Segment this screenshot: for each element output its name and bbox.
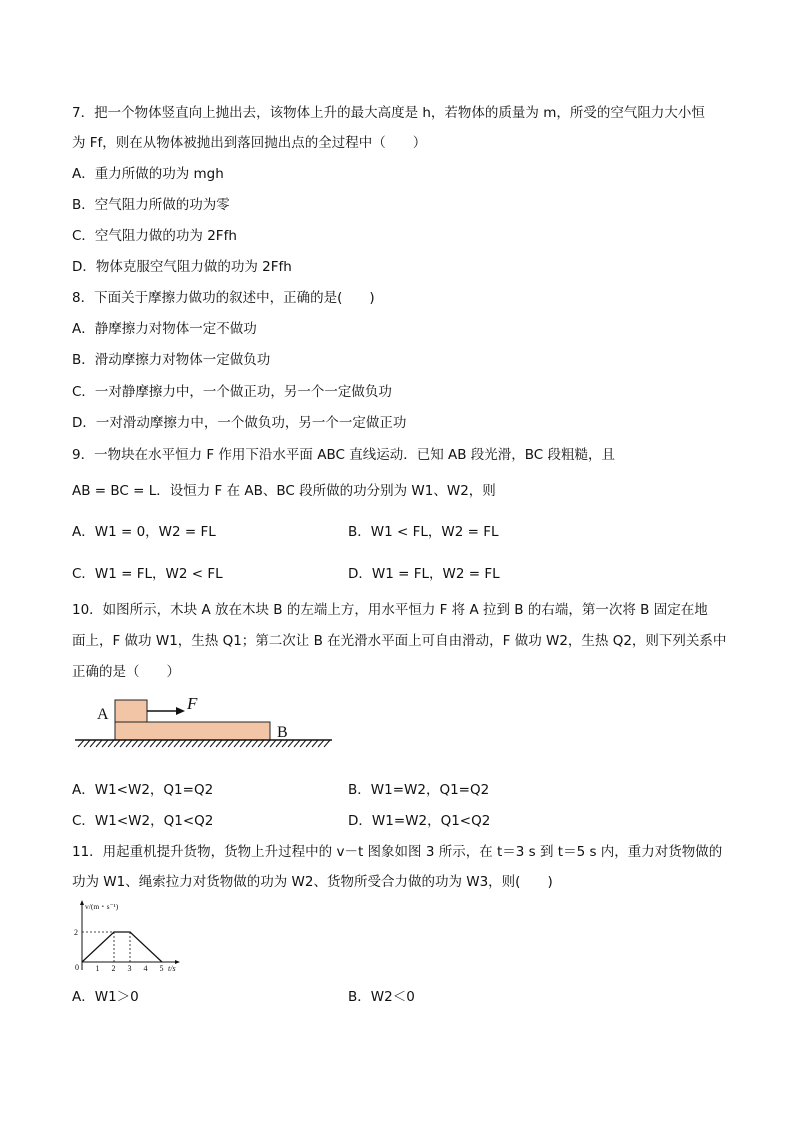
q10-option-c: C．W1<W2，Q1<Q2 [72,813,214,829]
x-tick-label: 2 [111,964,116,973]
x-tick-label: 3 [127,964,132,973]
hatch-stroke [186,740,192,747]
hatch-stroke [96,740,102,747]
ground-hatching [78,740,330,747]
q10-stem-line3: 正确的是（ ） [72,664,180,680]
y-axis-label: v/(m・s⁻¹) [85,902,119,911]
hatch-stroke [144,740,150,747]
q11-option-b: B．W2＜0 [348,989,415,1005]
force-arrowhead [176,707,185,715]
hatch-stroke [180,740,186,747]
q10-block-diagram [70,692,340,756]
hatch-stroke [240,740,246,747]
y-tick-label: 2 [74,928,78,937]
q7-option-c: C．空气阻力做的功为 2Ffh [72,228,237,244]
hatch-stroke [120,740,126,747]
hatch-stroke [228,740,234,747]
hatch-stroke [282,740,288,747]
hatch-stroke [84,740,90,747]
q10-option-d: D．W1=W2，Q1<Q2 [348,813,491,829]
origin-label: 0 [75,963,79,972]
q10-stem-line1: 10．如图所示，木块 A 放在木块 B 的左端上方，用水平恒力 F 将 A 拉到 B 的右端，第一次将 B 固定在地 [72,602,708,618]
hatch-stroke [108,740,114,747]
x-axis-label: t/s [168,964,176,973]
hatch-stroke [78,740,84,747]
hatch-stroke [90,740,96,747]
hatch-stroke [300,740,306,747]
hatch-stroke [264,740,270,747]
hatch-stroke [270,740,276,747]
hatch-stroke [276,740,282,747]
hatch-stroke [114,740,120,747]
hatch-stroke [174,740,180,747]
q7-option-d: D．物体克服空气阻力做的功为 2Ffh [72,259,292,275]
q8-stem: 8．下面关于摩擦力做功的叙述中，正确的是( ) [72,290,375,306]
hatch-stroke [102,740,108,747]
q8-option-d: D．一对滑动摩擦力中，一个做负功，另一个一定做正功 [72,415,407,431]
hatch-stroke [126,740,132,747]
q9-stem-line2: AB = BC = L．设恒力 F 在 AB、BC 段所做的功分别为 W1、W2，则 [72,483,496,499]
label-b: B [277,724,288,741]
q10-option-a: A．W1<W2，Q1=Q2 [72,782,214,798]
q9-option-a: A．W1 = 0，W2 = FL [72,524,216,540]
hatch-stroke [162,740,168,747]
block-a [115,700,147,722]
label-f: F [187,694,198,713]
hatch-stroke [312,740,318,747]
hatch-stroke [318,740,324,747]
q7-option-b: B．空气阻力所做的功为零 [72,197,230,213]
hatch-stroke [156,740,162,747]
hatch-stroke [150,740,156,747]
hatch-stroke [306,740,312,747]
block-b [115,722,270,740]
hatch-stroke [198,740,204,747]
q8-option-b: B．滑动摩擦力对物体一定做负功 [72,352,271,368]
q11-stem-line1: 11．用起重机提升货物，货物上升过程中的 v－t 图象如图 3 所示，在 t＝3 s 到 t＝5 s 内，重力对货物做的 [72,844,723,860]
series-line [82,932,162,962]
hatch-stroke [234,740,240,747]
q9-option-d: D．W1 = FL，W2 = FL [348,566,500,582]
x-axis-arrow [175,960,180,964]
q9-option-c: C．W1 = FL，W2 < FL [72,566,223,582]
hatch-stroke [288,740,294,747]
hatch-stroke [222,740,228,747]
hatch-stroke [258,740,264,747]
q9-stem-line1: 9．一物块在水平恒力 F 作用下沿水平面 ABC 直线运动．已知 AB 段光滑，BC 段粗糙，且 [72,447,616,463]
hatch-stroke [138,740,144,747]
hatch-stroke [168,740,174,747]
q10-stem-line2: 面上，F 做功 W1，生热 Q1；第二次让 B 在光滑水平面上可自由滑动，F 做功 W2，生热 Q2，则下列关系中 [72,633,727,649]
q11-option-a: A．W1＞0 [72,989,139,1005]
hatch-stroke [294,740,300,747]
hatch-stroke [204,740,210,747]
hatch-stroke [192,740,198,747]
hatch-stroke [216,740,222,747]
q11-stem-line2: 功为 W1、绳索拉力对货物做的功为 W2、货物所受合力做的功为 W3，则( ) [72,874,553,890]
q8-option-c: C．一对静摩擦力中，一个做正功，另一个一定做负功 [72,384,392,400]
hatch-stroke [132,740,138,747]
x-tick-label: 1 [95,964,100,973]
x-tick-label: 4 [143,964,148,973]
q9-option-b: B．W1 < FL，W2 = FL [348,524,499,540]
hatch-stroke [324,740,330,747]
q7-option-a: A．重力所做的功为 mgh [72,166,224,182]
hatch-stroke [252,740,258,747]
hatch-stroke [246,740,252,747]
q8-option-a: A．静摩擦力对物体一定不做功 [72,321,257,337]
x-tick-label: 5 [159,964,164,973]
label-a: A [97,706,109,723]
hatch-stroke [210,740,216,747]
q10-option-b: B．W1=W2，Q1=Q2 [348,782,490,798]
y-axis-arrow [80,900,84,905]
q7-stem-line1: 7．把一个物体竖直向上抛出去，该物体上升的最大高度是 h，若物体的质量为 m，所受的空气阻力大小恒 [72,105,705,121]
vt-chart [70,898,190,978]
q7-stem-line2: 为 Ff，则在从物体被抛出到落回抛出点的全过程中（ ） [72,135,427,151]
